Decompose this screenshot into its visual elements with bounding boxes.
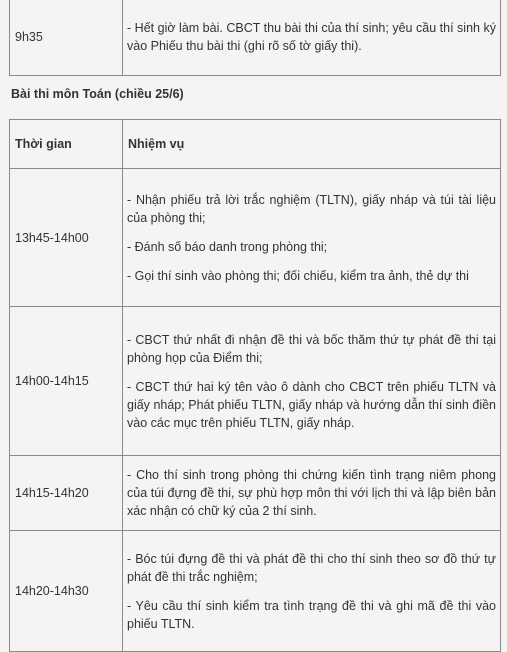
task-item: - Yêu cầu thí sinh kiểm tra tình trạng đề thi và ghi mã đề thi vào phiếu TLTN. — [127, 598, 496, 631]
task-item: - Bóc túi đựng đề thi và phát đề thi cho thí sinh theo sơ đồ thứ tự phát đề thi trắc nghiệm; — [127, 551, 496, 584]
task-item: - CBCT thứ hai ký tên vào ô dành cho CBCT trên phiếu TLTN và giấy nháp; Phát phiếu TLTN, giấy nháp và hướng dẫn thí sinh điền vào các mục trên phiếu TLTN, giấy nháp. — [127, 379, 496, 430]
task-cell — [123, 307, 501, 456]
time-cell: 14h20-14h30 — [10, 531, 123, 652]
table-row — [10, 169, 501, 307]
time-cell: 14h15-14h20 — [10, 456, 123, 531]
previous-schedule-table — [9, 0, 501, 76]
time-cell: 13h45-14h00 — [10, 169, 123, 307]
task-item: - Đánh số báo danh trong phòng thi; — [127, 239, 328, 254]
task-item: - Gọi thí sinh vào phòng thi; đối chiếu, kiểm tra ảnh, thẻ dự thi — [127, 268, 469, 283]
task-cell — [123, 531, 501, 652]
task-item: - Hết giờ làm bài. CBCT thu bài thi của thí sinh; yêu cầu thí sinh ký vào Phiếu thu bài thi (ghi rõ số tờ giấy thi). — [127, 21, 496, 53]
time-cell: 9h35 — [10, 0, 123, 76]
task-cell — [123, 0, 501, 76]
table-row — [10, 307, 501, 456]
section-title: Bài thi môn Toán (chiều 25/6) — [11, 87, 184, 101]
table-row — [10, 456, 501, 531]
task-cell — [123, 169, 501, 307]
column-header-task: Nhiệm vụ — [123, 120, 501, 169]
table-row — [10, 531, 501, 652]
task-cell — [123, 456, 501, 531]
task-item: - Nhận phiếu trả lời trắc nghiệm (TLTN), giấy nháp và túi tài liệu của phòng thi; — [127, 192, 496, 225]
table-row — [10, 0, 501, 76]
schedule-table — [9, 119, 501, 652]
task-item: - CBCT thứ nhất đi nhận đề thi và bốc thăm thứ tự phát đề thi tại phòng họp của Điểm thi; — [127, 332, 496, 365]
column-header-time: Thời gian — [10, 120, 123, 169]
task-item: - Cho thí sinh trong phòng thi chứng kiến tình trạng niêm phong của túi đựng đề thi, sự phù hợp môn thi với lịch thi và lập biên bản xác nhận có chữ ký của 2 thí sinh. — [127, 468, 496, 518]
table-header-row — [10, 120, 501, 169]
time-cell: 14h00-14h15 — [10, 307, 123, 456]
